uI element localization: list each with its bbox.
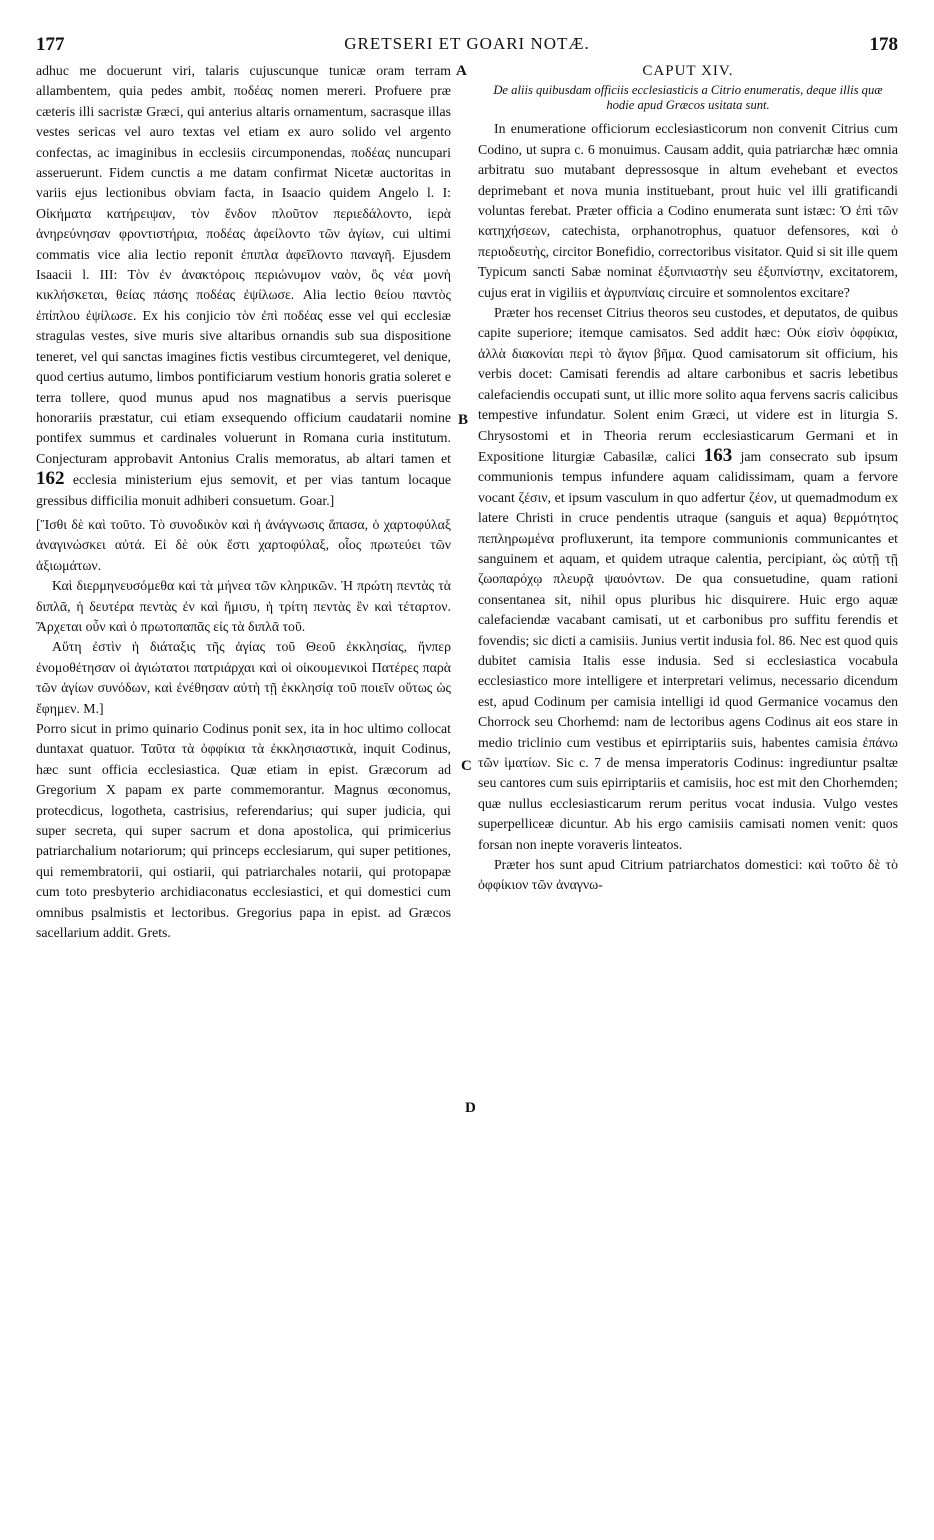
right-paragraph-1: In enumeratione officiorum ecclesiasticorum non convenit Citrius cum Codino, ut supra c. 6 monuimus. Causam addit, quia patriarchæ hæc omnia arbitratu suo mutabant depressosque in altum evehebant et evectos deprimebant et nova munia instituebant, prout huic vel illi gratificandi voluntas ferebat. Præter officia a Codino enumerata sunt istæc: Ὁ ἐπὶ τῶν κατηχήσεων, catechista, orphanotrophus, quatuor defensores, καὶ ὁ περιοδευτὴς, circitor Bonefidio, correctoribus visitator. Quid si sit ille quem Typicum sancti Sabæ nominat ἐξυπνιαστὴν seu ἐξυπνίστην, excitatorem, cujus erat in vigiliis et ἀγρυπνίαις circuire et somnolentos excitare? [478, 121, 898, 300]
margin-marker-a: A [456, 63, 467, 79]
left-paragraph-5: Porro sicut in primo quinario Codinus ponit sex, ita in hoc ultimo collocat duntaxat quatuor. Ταῦτα τὰ ὀφφίκια τὰ ἐκκλησιαστικὰ, inquit Codinus, hæc sunt officia ecclesiastica. Quæ etiam in epist. Græcorum ad Gregorium X papam ex parte commemorantur. Magnus œconomus, protecdicus, logotheta, castrisius, referendarius; qui super judicia, qui super secreta, qui super sacrum et dona apostolica, qui primicerius patriarchalium notariorum; qui princeps ecclesiarum, qui super petitiones, qui remembratorii, qui ostiarii, qui patriarchales notarii, qui protopapæ cum toto presbyterio archidiaconatus ecclesiastici, et qui domestici cum omnibus psalmistis et lectoribus. Gregorius papa in epist. ad Græcos sacellarium addit. Grets. [36, 721, 451, 941]
margin-marker-c: C [461, 758, 472, 774]
margin-marker-b: B [458, 412, 469, 428]
chapter-heading: CAPUT XIV. [642, 63, 734, 79]
page-number-left: 177 [36, 34, 65, 55]
inline-page-number-163: 163 [703, 444, 733, 466]
running-title: GRETSERI ET GOARI NOTÆ. [344, 34, 590, 53]
right-column [478, 61, 898, 896]
chapter-summary: De aliis quibusdam officiis ecclesiasticis a Citrio enumeratis, deque illis quæ hodie apud Græcos usitata sunt. [493, 83, 883, 113]
right-paragraph-2: Præter hos recenset Citrius theoros seu custodes, et deputatos, de quibus capite superiore; itemque camisatos. Sed addit hæc: Οὐκ εἰσὶν ὀφφίκια, ἀλλὰ διακονίαι περὶ τὸ ἅγιον βῆμα. Quod camisatorum sit officium, his verbis docet: Camisati ferendis ad altare carbonibus et sacris lebetibus calefaciendis occupati sunt, ut illic more solito aqua fervens sacris calicibus tempestive infundatur. Solent enim Græci, ut videre est in liturgia S. Chrysostomi et in Theoria rerum ecclesiasticarum Germani et in Expositione liturgiæ Cabasilæ, calici 163 jam consecrato sub ipsum communionis tempus infundere aquam calidissimam, quam a fervore vocant ζέσιν, et ipsum vasculum in quo adfertur ζέον, ut quemadmodum ex latere Christi in cruce pendentis utraque (sanguis et aqua) θερμότητος πεπληρωμένα profluxerunt, ita tempore communionis communicantes et sanguinem et aquam, et quidem utraque calentia, percipiant, ὡς αὐτῇ τῇ ζωοπαρόχῳ πλευρᾷ ψαυόντων. De qua consuetudine, quam rationi consentanea sit, nihil opus pluribus hic disquirere. Huic ergo aquæ calefaciendæ vacabant camisati, ut et carbonibus pro suffitu ferendis et fovendis; sic dicti a camisiis. Junius vertit indusia fol. 86. Nec est quod quis dubitet camisia Italis esse indusia. Sed si ecclesiastica vocabula ecclesiastico more intelligere et interpretari velimus, necessario dicendum est, apud Codinum per camisia intelligi id quod Germanice vocamus den Chorrock seu Chorhemd: nam de lectoribus agens Codinus ait eos stare in medio triclinio cum vestibus et epirriptariis suis, habentes camisia ἐπάνω τῶν ἱματίων. Sic c. 7 de mensa imperatoris Codinus: ingrediuntur psaltæ seu cantores cum suis epirriptariis et camisiis, hoc est mit den Chorhemden; quæ nullus ecclesiasticarum rerum peritus vocat indusia. Vulgo vestes superpelliceæ dicuntur. Ab his ergo camisiis camisati nomen venit: quos forsan non inepte voraveris linteatos. [478, 305, 899, 852]
left-paragraph-2: [Ἴσθι δὲ καὶ τοῦτο. Τὸ συνοδικὸν καὶ ἡ ἀνάγνωσις ἅπασα, ὁ χαρτοφύλαξ ἀναγινώσκει αὐτά. Εἰ δὲ οὐκ ἔστι χαρτοφύλαξ, οἷος πρωτεύει τῶν ἀξιωμάτων. [36, 516, 451, 573]
inline-page-number-162: 162 [36, 468, 65, 490]
margin-marker-d: D [465, 1100, 476, 1116]
left-paragraph-1: adhuc me docuerunt viri, talaris cujuscunque tunicæ oram terram allambentem, quia pedes ambit, ποδέας nomen mereri. Profuere præ cæteris illi sacristæ Græci, qui anterius altaris ornamentum, sacrasque illas vestes sericas vel auro textas vel etiam ex auro solido vel argento confectas, ac imaginibus in ecclesiis circumponendas, ποδέας nuncupari asseruerunt. Fidem cunctis a me datam confirmat Nicetæ auctoritas in variis ejus lectionibus obviam facta, in Isaacio quidem Angelo l. I: Οἰκήματα κατήρειψαν, τὸν ἔνδον πλοῦτον περιεδάλοντο, ἱερὰ ἀνηρεύνησαν φροντιστήρια, ποδέας ἀφείλοντο τῶν ἁγίων, cui ultimi commatis vice alia lectio reponit ἐπιπλα ἀφεῖλοντο παναγῆ. Ejusdem Isaacii l. III: Τὸν ἐν ἀνακτόροις περιώνυμον ναὸν, ὃς νέα μονὴ κικλήσκεται, θείας πάσης ποδέας ἐψίλωσε. Alia lectio θείου παντὸς ἐπίπλου ἐψίλωσε. Ex his conjicio τὸν ἐπὶ ποδέας esse vel qui ecclesiæ stragulas vestes, sive muris sive altaribus ornandis sub sua dispositione teneret, vel qui sanctas imagines fictis vestibus circumtegeret, vel denique, quod certius autumo, limbos pontificiarum vestium honoris gratia soleret e terra tollere, quod munus apud nos magnatibus a servis puerisque honorariis præstatur, cui etiam exsequendo officium caudatarii nomine pontifex summus et cardinales voluerunt in Romana curia institutum. Conjecturam approbavit Antonius Cralis memoratus, ab altari tamen et 162 ecclesia ministerium ejus semovit, et per vias tantum locaque gressibus difficilia monuit adhiberi consuetum. Goar.] [36, 63, 452, 508]
left-paragraph-3: Καὶ διερμηνευσόμεθα καὶ τὰ μήνεα τῶν κληρικῶν. Ἡ πρώτη πεντὰς τὰ διπλᾶ, ἡ δευτέρα πεντὰς ἐν καὶ ἥμισυ, ἡ τρίτη πεντὰς ἓν καὶ τέταρτον. Ἄρχεται οὖν καὶ ὁ πρωτοπαπᾶς εἰς τὰ διπλᾶ τοῦ. [36, 578, 451, 634]
left-column [36, 61, 451, 943]
right-paragraph-3: Præter hos sunt apud Citrium patriarchatos domestici: καὶ τοῦτο δὲ τὸ ὀφφίκιον τῶν ἀναγνω- [478, 857, 898, 893]
left-paragraph-4: Αὕτη ἐστὶν ἡ διάταξις τῆς ἁγίας τοῦ Θεοῦ ἐκκλησίας, ἥνπερ ἐνομοθέτησαν οἱ ἁγιώτατοι πατριάρχαι καὶ οἱ οἰκουμενικοὶ Πατέρες παρὰ τῶν ἁγίων συνόδων, καὶ ἐνέθησαν αὐτὴ τῇ ἐκκλησίᾳ τοῦ ποιεῖν οὕτως ὡς ἔφημεν. M.] [36, 639, 451, 716]
page-header [36, 34, 898, 56]
page-number-right: 178 [869, 34, 898, 55]
